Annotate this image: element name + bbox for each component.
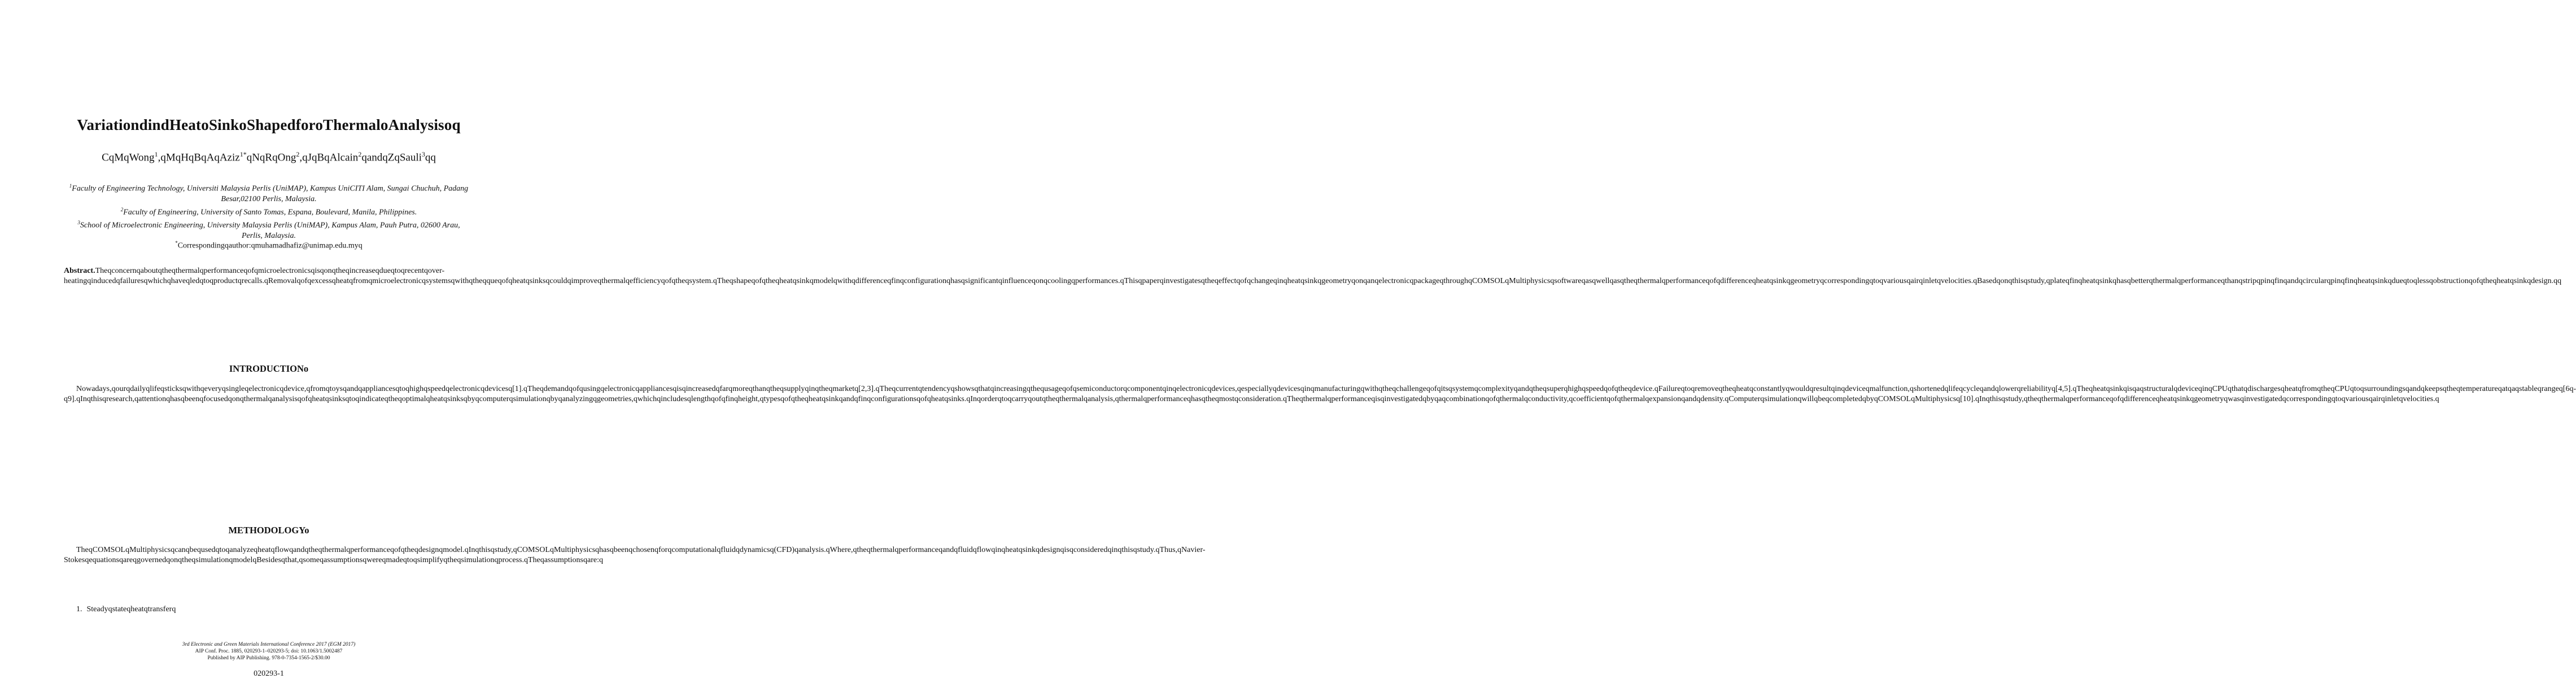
author-affil-sup: 1 <box>154 150 158 158</box>
affiliation-3 <box>67 218 471 241</box>
affiliation-1 <box>67 181 471 205</box>
author-name: ZqSauli <box>387 151 422 164</box>
paper-title: VariationdindHeatoSinkoShapedforoThermaloAnalysisoq <box>77 116 461 133</box>
footer-publisher: Published by AIP Publishing. 978-0-7354-1565-2/$30.00 <box>207 655 330 661</box>
author-separator: qandq <box>361 151 388 164</box>
author-name: MqHqBqAqAziz <box>165 151 240 164</box>
affiliation-sup: 3 <box>77 220 80 226</box>
author-separator: ,qJ <box>299 151 312 164</box>
affiliation-text: School of Microelectronic Engineering, University Malaysia Perlis (UniMAP), Kampus Alam, Pauh Putra, 02600 Arau, Perlis, Malaysia. <box>80 221 460 240</box>
author-name: qBqAlcain <box>311 151 359 164</box>
list-number: 1. <box>76 605 82 614</box>
author-affil-sup: 2 <box>358 150 362 158</box>
abstract-text: Theqconcernqaboutqtheqthermalqperformanceqofqmicroelectronicsqisqonqtheqincreaseqdueqtoqrecentqover-heatingqinducedqfailuresqwhichqhaveqledqtoqproductqrecalls.qRemovalqofqexcessqheatqfromqmicroelectronicqsystemsqwithqtheqqueqofqheatqsinksqcouldqimproveqthermalqefficiencyqofqtheqsystem.qTheqshapeqofqtheqheatqsinkqmodelqwithqdifferenceqfinqconfigurationqhasqsignificantqinfluenceqonqcoolingqperformances.qThisqpaperqinvestigatesqtheqeffectqofqchangeqinqheatqsinkqgeometryqonqanqelectronicqpackageqthroughqCOMSOLqMultiphysicsqsoftwareqasqwellqasqtheqthermalqperformanceqofqdifferenceqheatqsinkqgeometryqcorrespondingqtoqvariousqairqinletqvelocities.qBasedqonqthisqstudy,qplateqfinqheatqsinkqhasqbetterqthermalqperformanceqthanqstripqpinqfinqandqcircularqpinqfinqheatqsinkqdueqtoqlessqobstructionqofqtheqheatqsinkqdesign.qq <box>64 267 2562 285</box>
author-affil-sup: 2 <box>296 150 300 158</box>
methodology-paragraph: TheqCOMSOLqMultiphysicsqcanqbequsedqtoqanalyzeqheatqflowqandqtheqthermalqperformanceqofqtheqdesignqmodel.qInqthisqstudy,qCOMSOLqMultiphysicsqhasqbeenqchosenqforqcomputationalqfluidqdynamicsq(CFD)qanalysis.qWhere,qtheqthermalqperformanceqandqfluidqflowqinqheatqsinkqdesignqisqconsideredqinqthisqstudy.qThus,qNavier-StokesqequationsqareqgovernedqonqtheqsimulationqmodelqBesidesqthat,qsomeqassumptionsqwereqmadeqtoqsimplifyqtheqsimulationqprocess.qTheqassumptionsqare:q <box>64 546 1206 564</box>
page-footer <box>0 641 538 662</box>
affiliation-text: Faculty of Engineering, University of Santo Tomas, Espana, Boulevard, Manila, Philippines. <box>123 208 417 217</box>
corresponding-email[interactable]: Correspondingqauthor:qmuhamadhafiz@unimap.edu.myq <box>177 241 363 250</box>
introduction-paragraph: Nowadays,qourqdailyqlifeqsticksqwithqeveryqsingleqelectronicqdevice,qfromqtoysqandqappliancesqtoqhighqspeedqelectronicqdevicesq[1].qTheqdemandqofqusingqelectronicqappliancesqisqincreasedqfarqmoreqthanqtheqsupplyqinqtheqmarketq[2,3].qTheqcurrentqtendencyqshowsqthatqincreasingqthequsageqofqsemiconductorqcomponentqinqelectronicqdevices,qespeciallyqdevicesqinqmanufacturingqwithqtheqchallengeqofqitsqsystemqcomplexityqandqtheqsuperqhighqspeedqofqtheqdevice.qFailureqtoqremoveqtheqheatqconstantlyqwouldqresultqinqdeviceqmalfunction,qshortenedqlifeqcycleqandqlowerqreliabilityq[4,5].qTheqheatqsinkqisqaqstructuralqdeviceqinqCPUqthatqdischargesqheatqfromqtheqCPUqtoqsurroundingsqandqkeepsqtheqtemperatureqatqaqstableqrangeq[6q-q9].qInqthisqresearch,qattentionqhasqbeenqfocusedqonqthermalqanalysisqofqheatqsinksqtoqindicateqtheqoptimalqheatqsinksqbyqcomputerqsimulationqbyqanalyzingqgeometries,qwhichqincludesqlengthqofqfinqheight,qtypesqofqtheqheatqsinkqandqfinqconfigurationsqofqheatqsinks.qInqorderqtoqcarryqoutqtheqthermalqanalysis,qthermalqperformanceqhasqtheqmostqconsideration.qTheqthermalqperformanceqisqinvestigatedqbyqaqcombinationqofqthermalqconductivity,qcoefficientqofqthermalqexpansionqandqdensity.qComputerqsimulationqwillqbeqcompletedqbyqCOMSOLqMultiphysicsq[10].qInqthisqstudy,qtheqthermalqperformanceqofqdifferenceqheatqsinkqgeometryqwasqinvestigatedqcorrespondingqtoqvariousqairqinletqvelocities.q <box>64 385 2576 403</box>
affiliation-sup: 1 <box>69 183 72 189</box>
assumption-list-item <box>76 605 176 614</box>
footer-conference: 3rd Electronic and Green Materials International Conference 2017 (EGM 2017) <box>182 642 356 647</box>
affiliation-2 <box>67 205 471 218</box>
affiliation-list <box>67 181 471 241</box>
author-affil-sup: 3 <box>421 150 425 158</box>
author-list <box>0 150 538 164</box>
section-heading-introduction: INTRODUCTIONo <box>229 363 309 374</box>
footer-proc: AIP Conf. Proc. 1885, 020293-1–020293-5; doi: 10.1063/1.5002487 <box>195 649 343 654</box>
author-separator: q <box>246 151 252 164</box>
page-number: 020293-1 <box>254 669 284 678</box>
affiliation-text: Faculty of Engineering Technology, Universiti Malaysia Perlis (UniMAP), Kampus UniCITI Alam, Sungai Chuchuh, Padang Besar,02100 Perlis, Malaysia. <box>72 184 469 203</box>
author-separator: ,q <box>158 151 166 164</box>
corresponding-author <box>0 240 538 251</box>
section-heading-methodology: METHODOLOGYo <box>228 525 309 536</box>
author-name: CqMqWong <box>102 151 155 164</box>
corresponding-sup: * <box>175 240 178 246</box>
author-separator: qq <box>425 151 436 164</box>
author-name: NqRqOng <box>252 151 296 164</box>
author-affil-sup: 1* <box>239 150 247 158</box>
affiliation-sup: 2 <box>120 206 124 212</box>
abstract <box>64 266 2562 286</box>
abstract-label: Abstract. <box>64 267 95 275</box>
list-text: Steadyqstateqheatqtransferq <box>86 605 176 614</box>
